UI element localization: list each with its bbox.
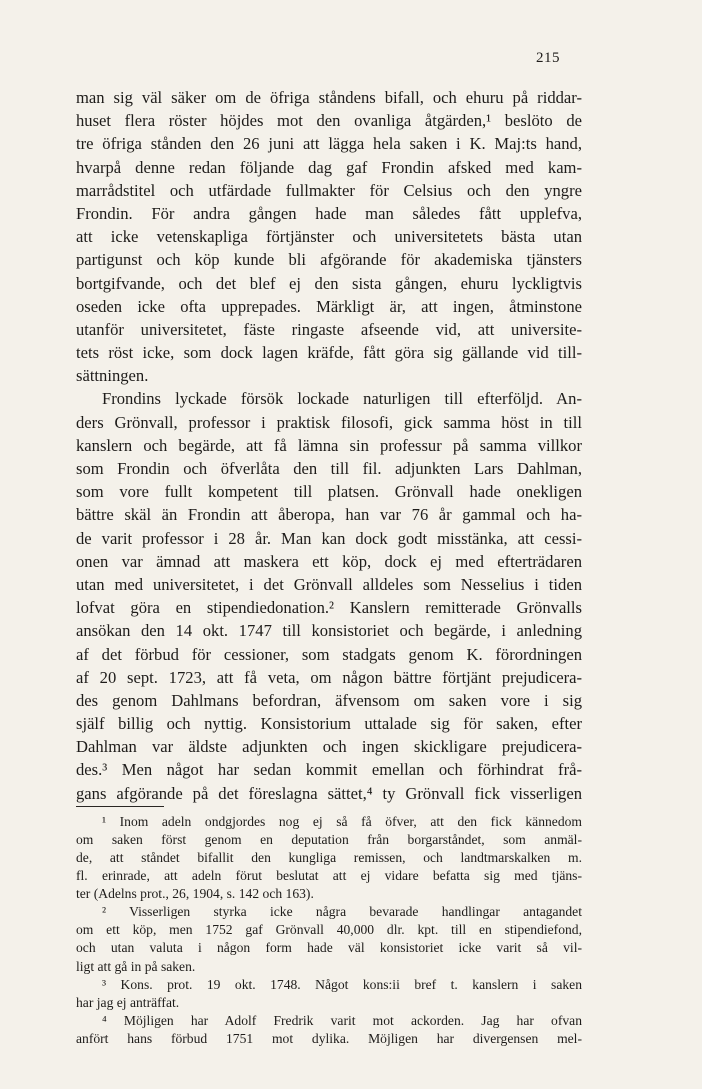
body-line: marrådstitel och utfärdade fullmakter för Celsius och den yngre — [76, 180, 582, 200]
footnote-line: och utan valuta i någon form hade väl konsistoriet icke varit så vil- — [76, 940, 582, 956]
body-line: kanslern och begärde, att få lämna sin professur på samma villkor — [76, 435, 582, 455]
footnote-line: om ett köp, men 1752 gaf Grönvall 40,000 dlr. kpt. till en stipendiefond, — [76, 922, 582, 938]
body-text — [76, 86, 582, 1048]
body-line: tre öfriga stånden den 26 juni att lägga hela saken i K. Maj:ts hand, — [76, 134, 582, 154]
body-line: de varit professor i 28 år. Man kan dock godt misstänka, att cessi- — [76, 528, 582, 548]
body-line: ansökan den 14 okt. 1747 till konsistoriet och begärde, i anledning — [76, 621, 582, 641]
footnote-line: ligt att gå in på saken. — [76, 958, 196, 974]
body-line: onen var ämnad att maskera ett köp, dock ej med efterträdaren — [76, 551, 582, 571]
footnote-line: har jag ej anträffat. — [76, 994, 180, 1010]
main-paragraphs — [76, 86, 582, 805]
footnote-line: ³ Kons. prot. 19 okt. 1748. Något kons:ii bref t. kanslern i saken — [102, 976, 582, 992]
body-line: som Frondin och öfverlåta den till fil. adjunkten Lars Dahlman, — [76, 459, 582, 478]
footnote-line: ter (Adelns prot., 26, 1904, s. 142 och 163). — [76, 886, 314, 902]
body-line: man sig väl säker om de öfriga ståndens bifall, och ehuru på riddar- — [76, 88, 582, 107]
footnotes — [76, 813, 582, 1048]
body-line: tets röst icke, som dock lagen kräfde, fått göra sig gällande vid till- — [76, 343, 582, 363]
body-line: själf billig och nyttig. Konsistorium uttalade sig för saken, efter — [76, 714, 582, 734]
body-line: hvarpå denne redan följande dag gaf Frondin afsked med kam- — [76, 157, 582, 177]
page-number: 215 — [536, 50, 560, 66]
body-line: des genom Dahlmans befordran, äfvensom om saken vore i sig — [76, 690, 582, 710]
footnote-line: de, att ståndet bifallit den kungliga remissen, och landtmarskalken m. — [76, 850, 582, 865]
body-line: Frondins lyckade försök lockade naturligen till efterföljd. An- — [102, 389, 582, 409]
body-line: bättre skäl än Frondin att åberopa, han var 76 år gammal och ha- — [76, 505, 582, 525]
body-line: af det förbud för cessioner, som stadgats genom K. förordningen — [76, 644, 582, 664]
footnote-line: om saken först genom en deputation från borgarståndet, som anmäl- — [76, 831, 582, 847]
body-line: oseden icke ofta upprepades. Märkligt är, att ingen, åtminstone — [76, 296, 582, 316]
body-line: lofvat göra en stipendiedonation.² Kanslern remitterade Grönvalls — [76, 598, 582, 618]
body-line: ders Grönvall, professor i praktisk filosofi, gick samma höst in till — [76, 412, 582, 432]
footnote-divider — [76, 806, 164, 807]
body-line: huset flera röster höjdes mot den ovanliga åtgärden,¹ beslöto de — [76, 111, 582, 131]
body-line: sättningen. — [76, 366, 149, 386]
body-line: Dahlman var äldste adjunkten och ingen skickligare prejudicera- — [76, 737, 582, 757]
body-line: att icke vetenskapliga förtjänster och universitetets bästa utan — [76, 227, 582, 247]
body-line: gans afgörande på det föreslagna sättet,⁴ ty Grönvall fick visserligen — [76, 783, 582, 803]
body-line: utan med universitetet, i det Grönvall alldeles som Nesselius i tiden — [76, 574, 582, 594]
body-line: Frondin. För andra gången hade man således fått upplefva, — [76, 203, 582, 223]
body-line: af 20 sept. 1723, att få veta, om någon bättre förtjänt prejudicera- — [76, 667, 582, 687]
footnote-line: ¹ Inom adeln ondgjordes nog ej så få öfver, att den fick kännedom — [102, 813, 582, 829]
body-line: bortgifvande, och det blef ej den sista gången, ehuru lyckligtvis — [76, 273, 582, 293]
footnote-line: ² Visserligen styrka icke några bevarade handlingar antagandet — [102, 904, 582, 920]
body-line: som vore fullt kompetent till platsen. Grönvall hade onekligen — [76, 482, 582, 502]
body-line: utanför universitetet, fäste ringaste afseende vid, att universite- — [76, 319, 582, 339]
footnote-line: anfört hans förbud 1751 mot dylika. Möjligen har divergensen mel- — [76, 1030, 582, 1046]
footnote-line: ⁴ Möjligen har Adolf Fredrik varit mot ackorden. Jag har ofvan — [102, 1012, 582, 1028]
footnote-line: fl. erinrade, att adeln förut beslutat att ej vidare befatta sig med tjäns- — [76, 868, 582, 884]
body-line: partigunst och köp kunde bli afgörande för akademiska tjänsters — [76, 250, 582, 270]
body-line: des.³ Men något har sedan kommit emellan och förhindrat frå- — [76, 760, 582, 780]
